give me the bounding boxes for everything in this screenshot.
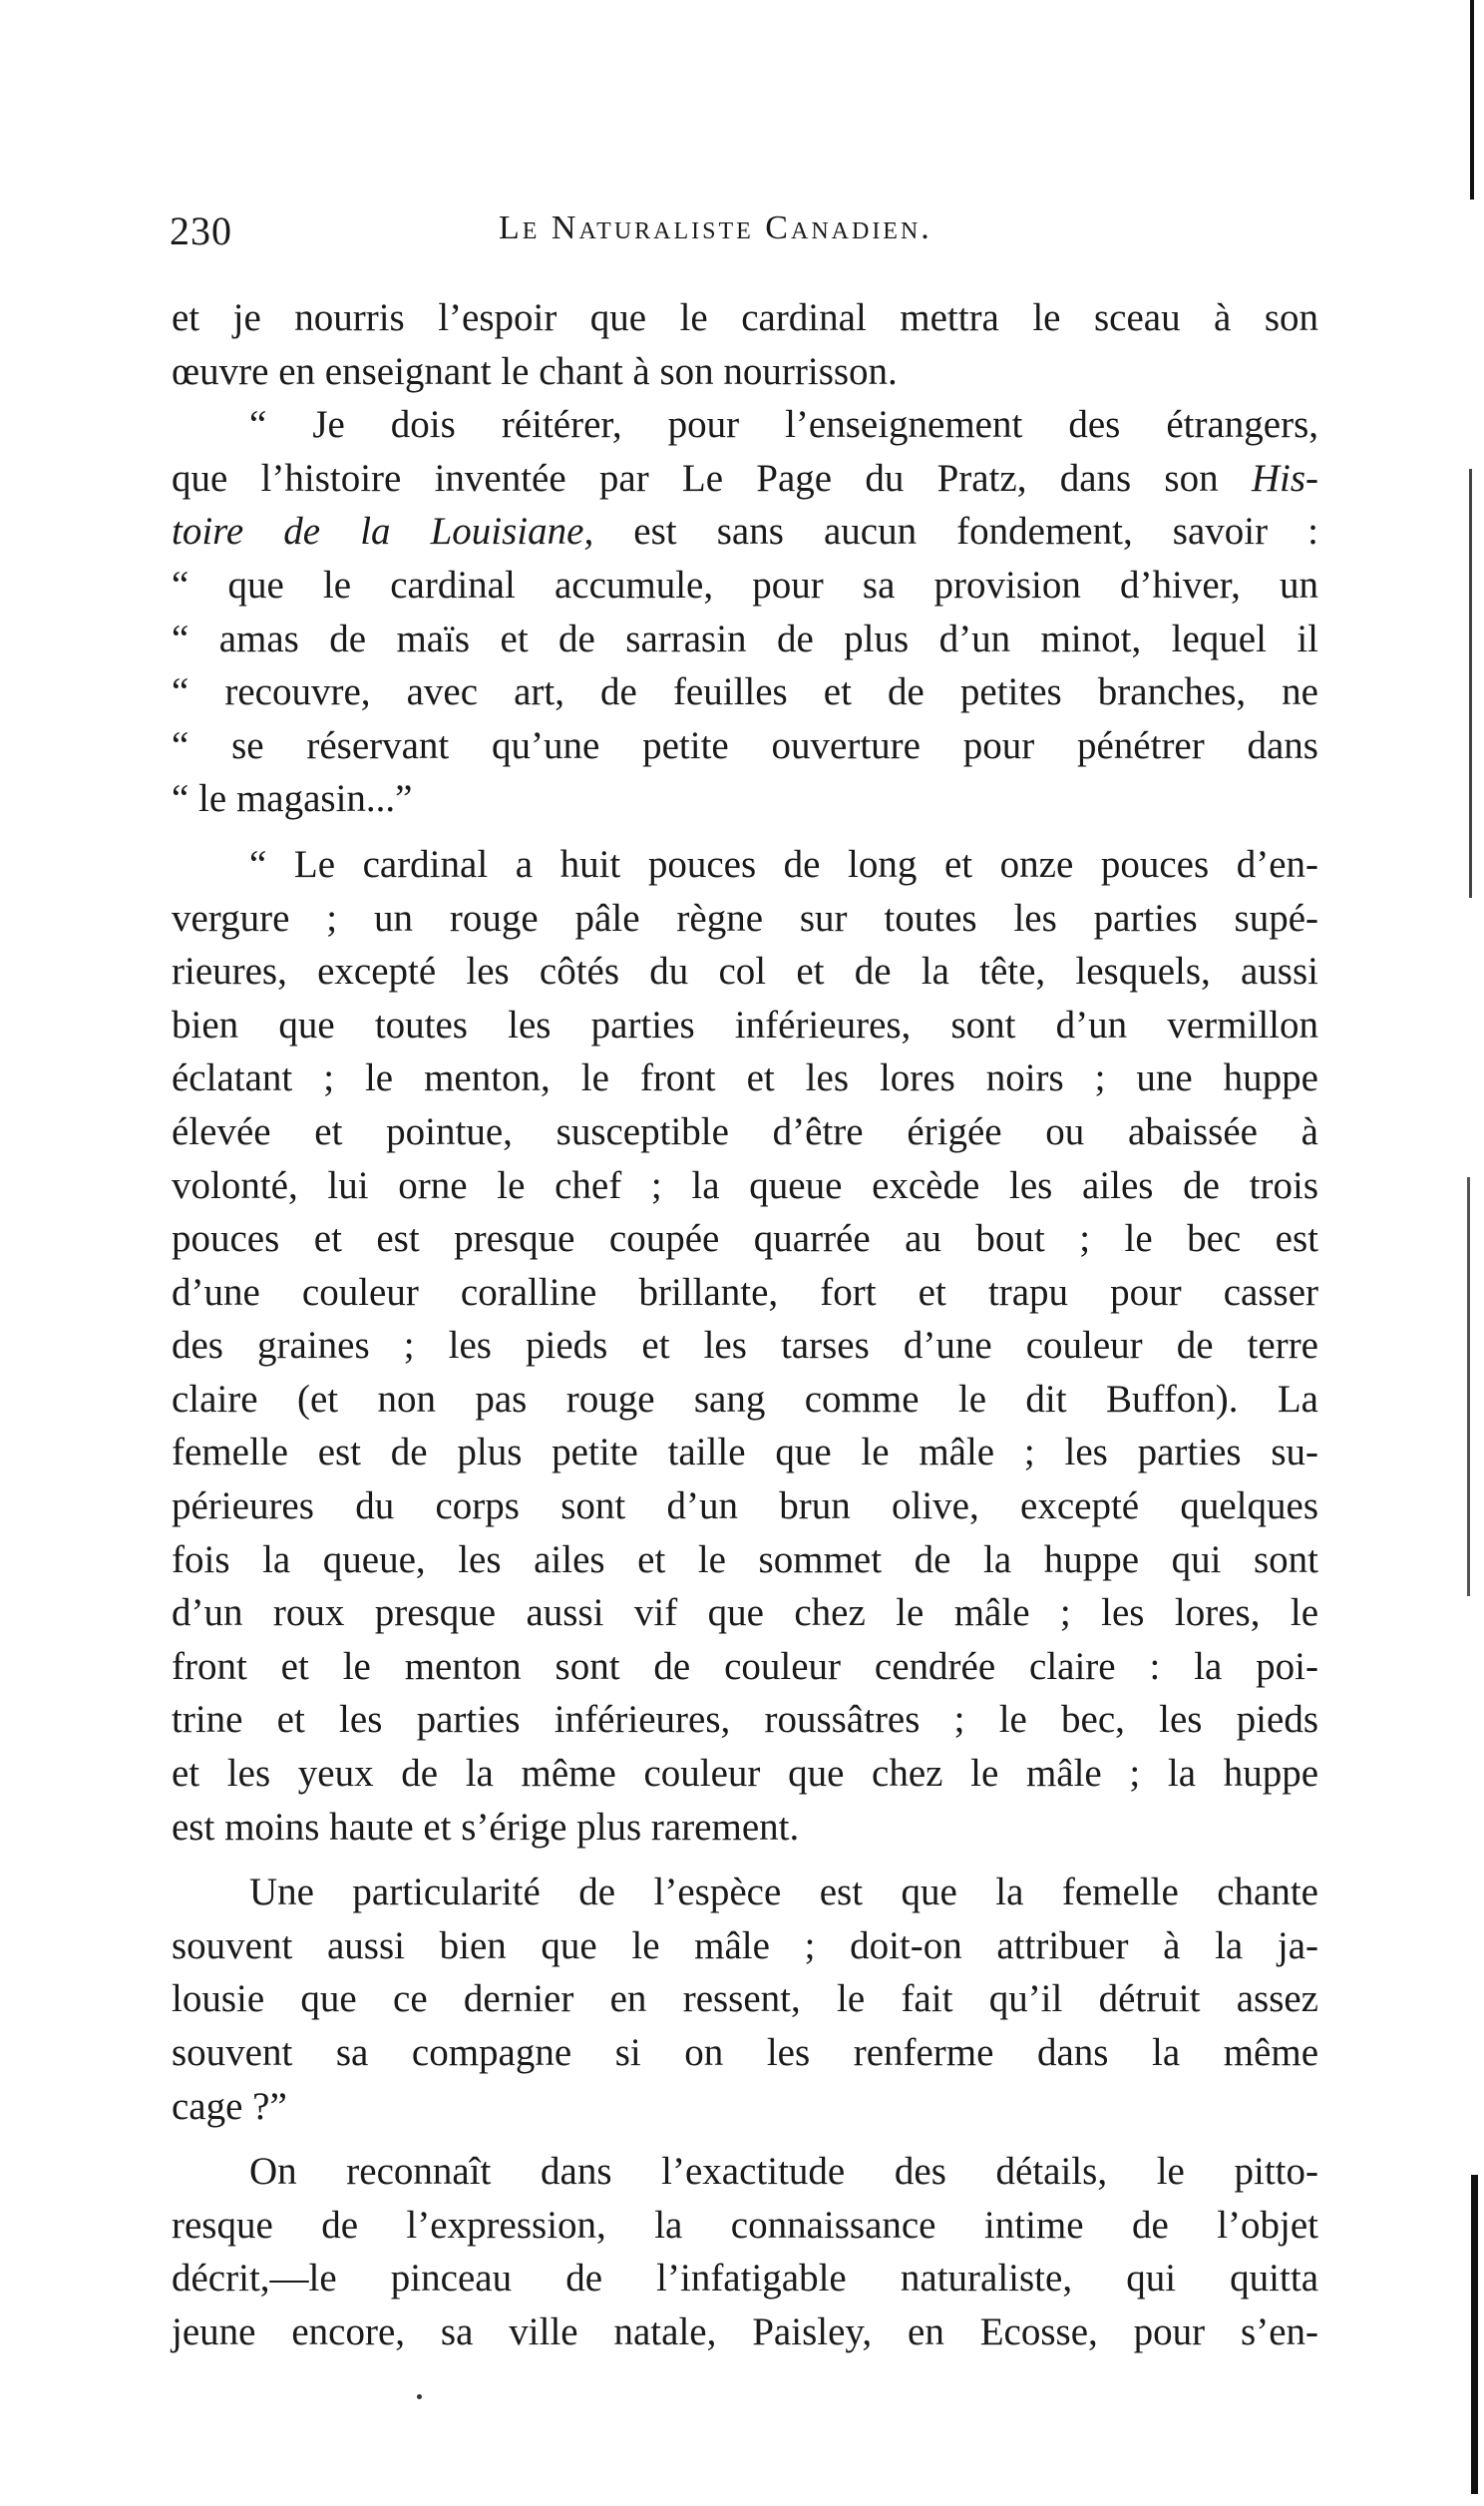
text-line-with-italic xyxy=(172,505,1318,559)
text-fragment: que l’histoire inventée par Le Page du Pratz, dans son xyxy=(172,456,1252,500)
text-line: vergure ; un rouge pâle règne sur toutes les parties supé- xyxy=(172,896,1318,940)
text-line: d’une couleur coralline brillante, fort et trapu pour casser xyxy=(172,1270,1318,1314)
text-line: “ recouvre, avec art, de feuilles et de petites branches, ne xyxy=(172,670,1318,714)
text-line: et les yeux de la même couleur que chez le mâle ; la huppe xyxy=(172,1752,1318,1796)
text-line: “ se réservant qu’une petite ouverture pour pénétrer dans xyxy=(172,723,1318,767)
text-line: volonté, lui orne le chef ; la queue excède les ailes de trois xyxy=(172,1163,1318,1207)
text-line-with-italic xyxy=(172,452,1318,506)
text-line: est moins haute et s’érige plus rarement. xyxy=(172,1805,800,1849)
text-line: resque de l’expression, la connaissance intime de l’objet xyxy=(172,2203,1318,2247)
text-line: jeune encore, sa ville natale, Paisley, en Ecosse, pour s’en- xyxy=(172,2309,1318,2353)
text-line: trine et les parties inférieures, roussâtres ; le bec, les pieds xyxy=(172,1698,1318,1742)
text-line: fois la queue, les ailes et le sommet de la huppe qui sont xyxy=(172,1537,1318,1581)
text-line: “ Je dois réitérer, pour l’enseignement des étrangers, xyxy=(249,403,1318,447)
text-line: front et le menton sont de couleur cendrée claire : la poi- xyxy=(172,1644,1318,1688)
text-line: élevée et pointue, susceptible d’être érigée ou abaissée à xyxy=(172,1109,1318,1153)
text-line: souvent aussi bien que le mâle ; doit-on attribuer à la ja- xyxy=(172,1923,1318,1967)
text-line: femelle est de plus petite taille que le mâle ; les parties su- xyxy=(172,1431,1318,1474)
text-line: souvent sa compagne si on les renferme dans la même xyxy=(172,2031,1318,2074)
journal-title: Le Naturaliste Canadien. xyxy=(499,209,932,246)
text-line: décrit,—le pinceau de l’infatigable naturaliste, qui quitta xyxy=(172,2257,1318,2300)
text-line: lousie que ce dernier en ressent, le fait qu’il détruit assez xyxy=(172,1977,1318,2021)
text-line: claire (et non pas rouge sang comme le dit Buffon). La xyxy=(172,1377,1318,1421)
text-line: On reconnaît dans l’exactitude des détails, le pitto- xyxy=(249,2150,1318,2194)
text-line: pouces et est presque coupée quarrée au bout ; le bec est xyxy=(172,1217,1318,1261)
italic-fragment: toire de la Louisiane, xyxy=(172,510,594,554)
text-line: “ que le cardinal accumule, pour sa provision d’hiver, un xyxy=(172,563,1318,607)
running-head xyxy=(170,208,1316,267)
text-line: cage ?” xyxy=(172,2084,287,2128)
text-line: “ amas de maïs et de sarrasin de plus d’un minot, lequel il xyxy=(172,617,1318,660)
text-line: des graines ; les pieds et les tarses d’une couleur de terre xyxy=(172,1324,1318,1368)
text-line: “ le magasin...” xyxy=(172,777,413,821)
scan-edge-mark xyxy=(1471,2175,1478,2494)
text-line: “ Le cardinal a huit pouces de long et onze pouces d’en- xyxy=(249,842,1318,886)
scan-edge-mark xyxy=(1467,1177,1470,1596)
text-line: rieures, excepté les côtés du col et de la tête, lesquels, aussi xyxy=(172,950,1318,994)
scan-edge-mark xyxy=(1469,469,1472,898)
body-text xyxy=(172,291,1318,2359)
scan-speck xyxy=(417,2394,422,2399)
text-line: œuvre en enseignant le chant à son nourrisson. xyxy=(172,349,898,393)
scan-edge-mark xyxy=(1470,0,1474,200)
text-line: bien que toutes les parties inférieures, sont d’un vermillon xyxy=(172,1003,1318,1046)
text-line: d’un roux presque aussi vif que chez le mâle ; les lores, le xyxy=(172,1591,1318,1635)
italic-fragment: His- xyxy=(1251,456,1318,500)
text-line: Une particularité de l’espèce est que la femelle chante xyxy=(249,1871,1318,1914)
text-fragment: est sans aucun fondement, savoir : xyxy=(593,510,1318,554)
text-line: périeures du corps sont d’un brun olive, excepté quelques xyxy=(172,1484,1318,1528)
text-line: éclatant ; le menton, le front et les lores noirs ; une huppe xyxy=(172,1056,1318,1100)
page-number: 230 xyxy=(170,209,232,253)
text-line: et je nourris l’espoir que le cardinal mettra le sceau à son xyxy=(172,296,1318,339)
